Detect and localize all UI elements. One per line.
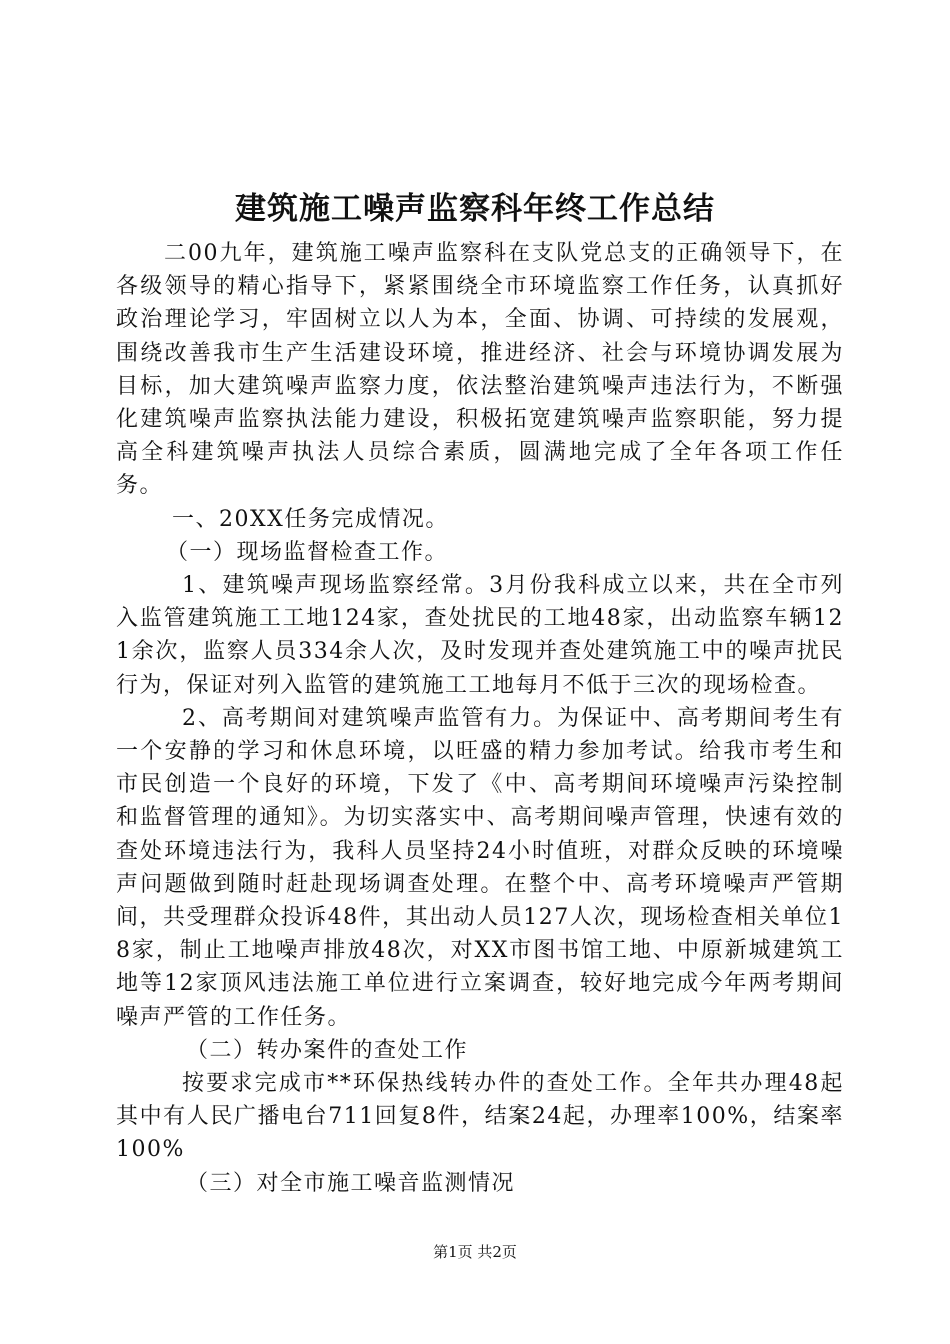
- document-title: 建筑施工噪声监察科年终工作总结: [235, 191, 715, 227]
- subsection-heading-3: （三）对全市施工噪音监测情况: [186, 1170, 516, 1196]
- page-footer: 第1页 共2页: [433, 1243, 517, 1261]
- subsection-heading-2: （二）转办案件的查处工作: [186, 1037, 469, 1063]
- hotline-paragraph: 按要求完成市**环保热线转办件的查处工作。全年共办理48起其中有人民广播电台711回复8件，结案24起，办理率100%，结案率100%: [116, 1071, 844, 1163]
- subsection-heading-1: （一）现场监督检查工作。: [166, 539, 449, 565]
- item-paragraph-1: 1、建筑噪声现场监察经常。3月份我科成立以来，共在全市列入监管建筑施工工地124家，查处扰民的工地48家，出动监察车辆121余次，监察人员334余人次，及时发现并查处建筑施工中的噪声扰民行为，保证对列入监管的建筑施工工地每月不低于三次的现场检查。: [116, 573, 844, 698]
- section-heading-1: 一、20XX任务完成情况。: [172, 506, 449, 532]
- item-paragraph-2: 2、高考期间对建筑噪声监管有力。为保证中、高考期间考生有一个安静的学习和休息环境，以旺盛的精力参加考试。给我市考生和市民创造一个良好的环境，下发了《中、高考期间环境噪声污染控制和监督管理的通知》。为切实落实中、高考期间噪声管理，快速有效的查处环境违法行为，我科人员坚持24小时值班，对群众反映的环境噪声问题做到随时赶赴现场调查处理。在整个中、高考环境噪声严管期间，共受理群众投诉48件，其出动人员127人次，现场检查相关单位18家，制止工地噪声排放48次，对XX市图书馆工地、中原新城建筑工地等12家顶风违法施工单位进行立案调查，较好地完成今年两考期间噪声严管的工作任务。: [116, 705, 844, 1030]
- intro-paragraph: 二00九年，建筑施工噪声监察科在支队党总支的正确领导下，在各级领导的精心指导下，紧紧围绕全市环境监察工作任务，认真抓好政治理论学习，牢固树立以人为本，全面、协调、可持续的发展观，围绕改善我市生产生活建设环境，推进经济、社会与环境协调发展为目标，加大建筑噪声监察力度，依法整治建筑噪声违法行为，不断强化建筑噪声监察执法能力建设，积极拓宽建筑噪声监察职能，努力提高全科建筑噪声执法人员综合素质，圆满地完成了全年各项工作任务。: [116, 241, 844, 499]
- document-body: [116, 237, 844, 1200]
